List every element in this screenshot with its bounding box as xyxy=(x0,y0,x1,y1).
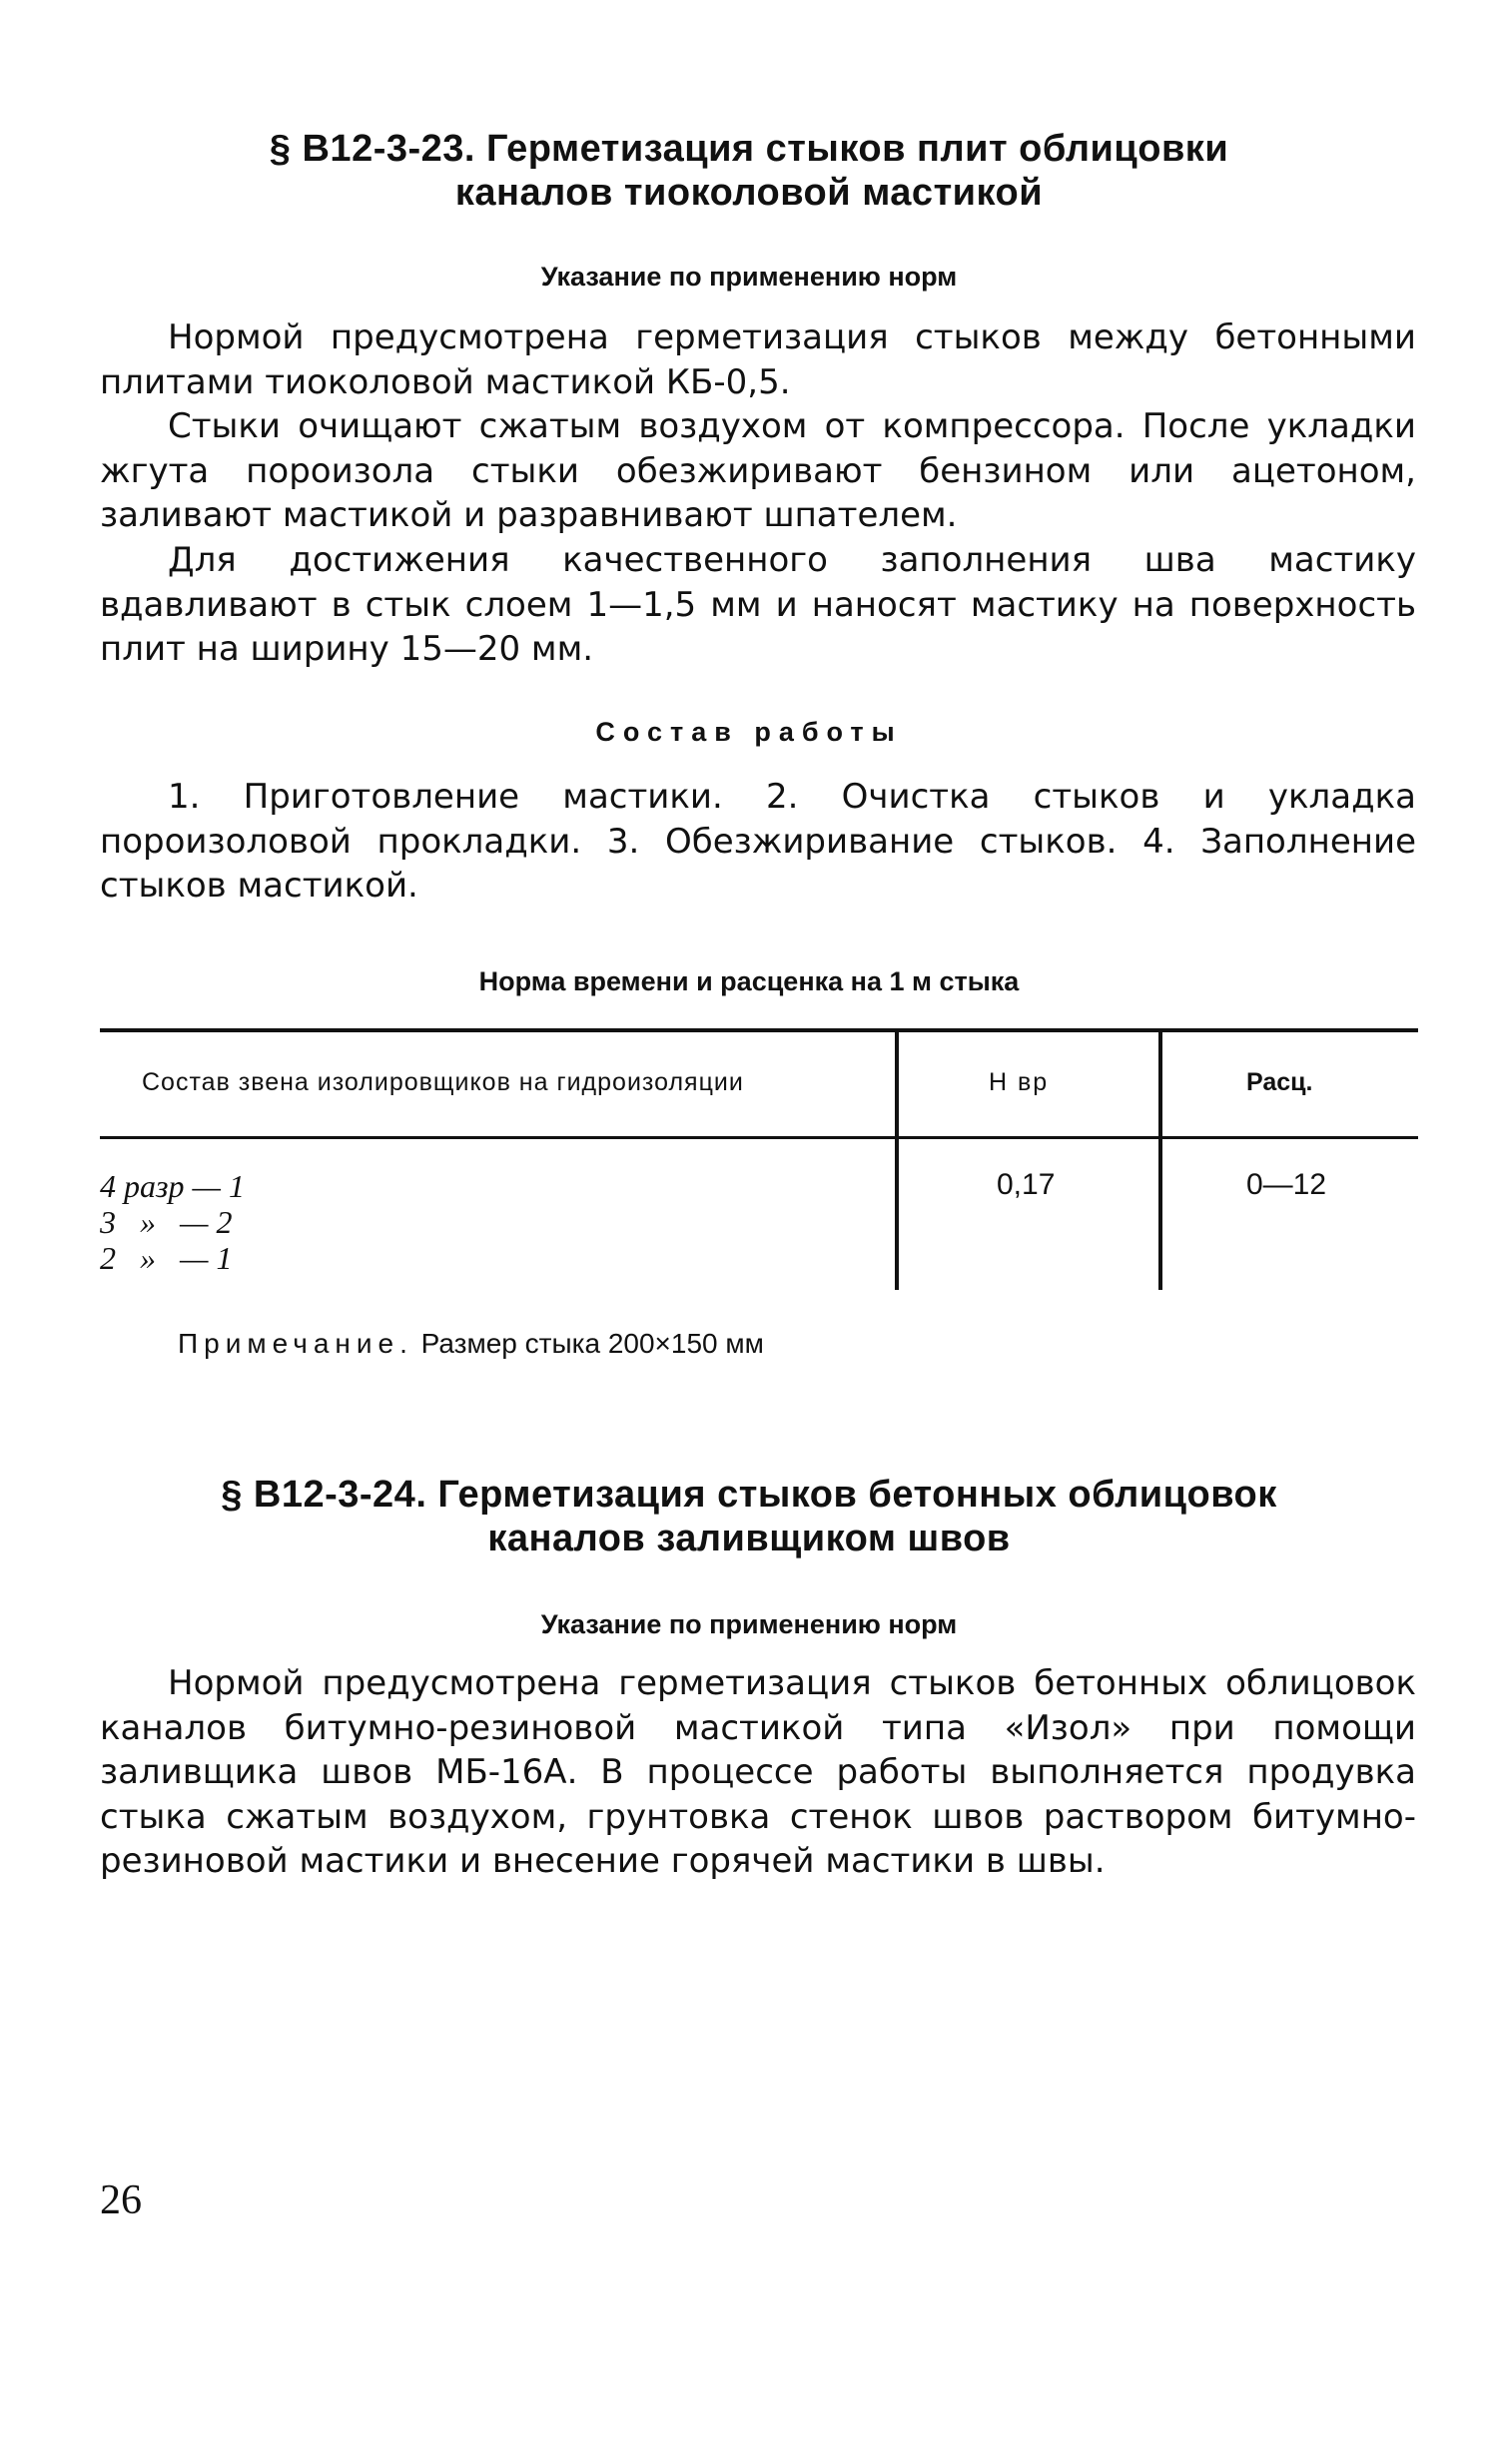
table-cell-norm: 0,17 xyxy=(997,1168,1056,1201)
table-cell-crew-row: 4 разр — 1 xyxy=(100,1168,245,1204)
table-cell-crew-row: 3 » — 2 xyxy=(100,1204,233,1240)
table-caption: Норма времени и расценка на 1 м стыка xyxy=(478,966,1020,996)
paragraph: Для достижения качественного заполнения шва мастику вдавливают в стык слоем 1—1,5 мм и наносят мастику на поверхность плит на ширину 15—20 мм. xyxy=(100,540,1416,669)
note-label: Примечание. xyxy=(178,1328,413,1359)
table-header-rate: Расц. xyxy=(1246,1068,1313,1096)
page-number: 26 xyxy=(100,2177,142,2223)
section-subheading: Указание по применению норм xyxy=(540,262,958,292)
section-subheading: Указание по применению норм xyxy=(540,1609,958,1639)
table-header-crew: Состав звена изолировщиков на гидроизоляции xyxy=(142,1068,744,1096)
table-column-divider xyxy=(1158,1028,1162,1290)
section-title-line2: каналов заливщиком швов xyxy=(487,1518,1011,1559)
paragraph: Нормой предусмотрена герметизация стыков бетонных облицовок каналов битумно-резиновой мастикой типа «Изол» при помощи заливщика швов МБ-16А. В процессе работы выполняется продувка стыка сжатым воздухом, грунтовка стенок швов раствором битумно-резиновой мастики и внесение горячей мастики в швы. xyxy=(100,1663,1416,1881)
table-cell-crew-row: 2 » — 1 xyxy=(100,1240,233,1276)
work-heading: Состав работы xyxy=(595,717,903,747)
section-title-line1: § В12-3-24. Герметизация стыков бетонных облицовок xyxy=(221,1474,1277,1516)
note-text: Размер стыка 200×150 мм xyxy=(420,1328,764,1359)
table-note xyxy=(178,1328,764,1360)
section-title-line1: § В12-3-23. Герметизация стыков плит облицовки xyxy=(269,128,1229,170)
table-top-rule xyxy=(100,1028,1418,1032)
section-title-line2: каналов тиоколовой мастикой xyxy=(454,172,1044,214)
paragraph: Нормой предусмотрена герметизация стыков между бетонными плитами тиоколовой мастикой КБ-0,5. xyxy=(100,317,1416,402)
work-list: 1. Приготовление мастики. 2. Очистка стыков и укладка пороизоловой прокладки. 3. Обезжиривание стыков. 4. Заполнение стыков мастикой. xyxy=(100,777,1416,906)
table-header-rule xyxy=(100,1136,1418,1139)
table-column-divider xyxy=(895,1028,899,1290)
table-cell-rate: 0—12 xyxy=(1246,1168,1327,1201)
table-header-norm: Н вр xyxy=(989,1068,1050,1096)
norm-table xyxy=(100,1028,1418,1290)
paragraph: Стыки очищают сжатым воздухом от компрессора. После укладки жгута пороизола стыки обезжиривают бензином или ацетоном, заливают мастикой и разравнивают шпателем. xyxy=(100,406,1416,535)
